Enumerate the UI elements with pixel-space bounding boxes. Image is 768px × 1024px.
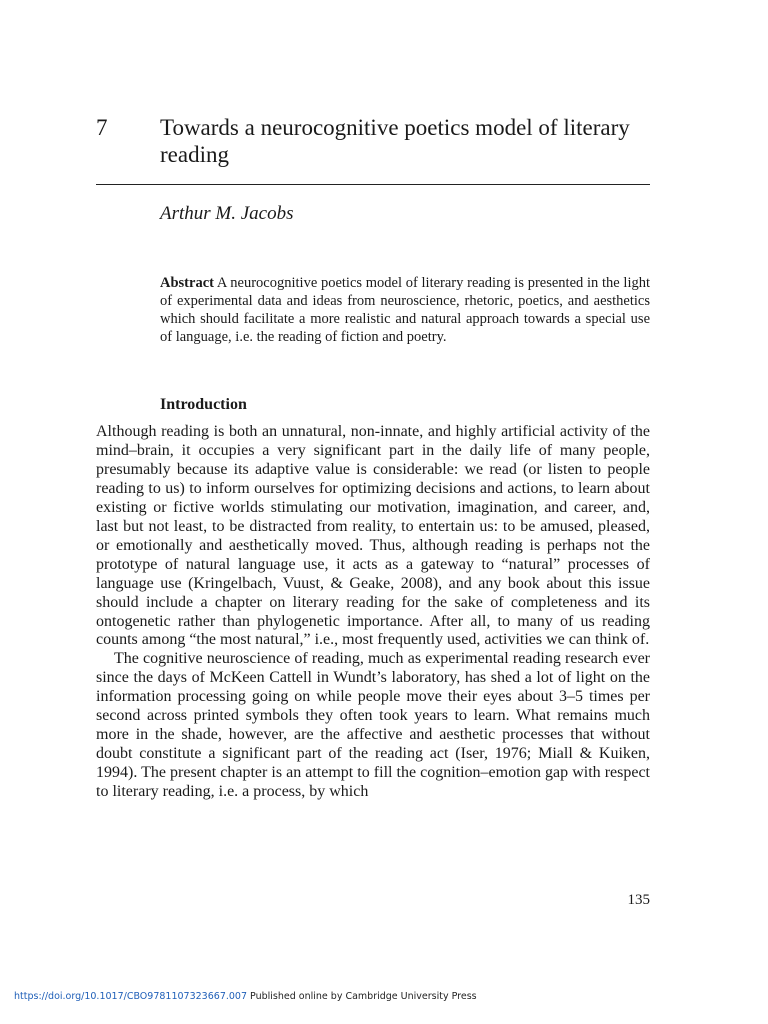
chapter-title: Towards a neurocognitive poetics model of literary reading: [160, 115, 630, 167]
author-name: Arthur M. Jacobs: [160, 203, 294, 224]
doi-link[interactable]: https://doi.org/10.1017/CBO9781107323667.007: [14, 991, 248, 1002]
paragraph: The cognitive neuroscience of reading, much as experimental reading research ever since the days of McKeen Cattell in Wundt’s laboratory, has shed a lot of light on the information processing going on while people move their eyes about 3–5 times per second across printed symbols they often took years to learn. What remains much more in the shade, however, are the affective and aesthetic processes that without doubt constitute a significant part of the reading act (Iser, 1976; Miall & Kuiken, 1994). The present chapter is an attempt to fill the cognition–emotion gap with respect to literary reading, i.e. a process, by which: [96, 650, 650, 801]
publisher-note: Published online by Cambridge University Press: [247, 991, 477, 1002]
abstract: [160, 274, 650, 346]
page-number: 135: [627, 892, 650, 908]
footer: [14, 990, 477, 1004]
abstract-text: A neurocognitive poetics model of literary reading is presented in the light of experimental data and ideas from neuroscience, rhetoric, poetics, and aesthetics which should facilitate a more realistic and natural approach towards a special use of language, i.e. the reading of fiction and poetry.: [160, 275, 650, 345]
title-divider: [96, 184, 650, 185]
section-heading-introduction: Introduction: [160, 396, 247, 413]
body-text: [96, 423, 650, 802]
paragraph: Although reading is both an unnatural, non-innate, and highly artificial activity of the mind–brain, it occupies a very significant part in the daily life of many people, presumably because its adaptive value is considerable: we read (or listen to people reading to us) to inform ourselves for optimizing decisions and actions, to learn about existing or fictive worlds stimulating our motivation, imagination, and career, and, last but not least, to be distracted from reality, to entertain us: to be amused, pleased, or emotionally and aesthetically moved. Thus, although reading is perhaps not the prototype of natural language use, it acts as a gateway to “natural” processes of language use (Kringelbach, Vuust, & Geake, 2008), and any book about this issue should include a chapter on literary reading for the sake of completeness and its ontogenetic rather than phylogenetic importance. After all, to many of us reading counts among “the most natural,” i.e., most frequently used, activities we can think of.: [96, 423, 650, 649]
abstract-label: Abstract: [160, 275, 214, 291]
chapter-number: 7: [96, 115, 108, 140]
